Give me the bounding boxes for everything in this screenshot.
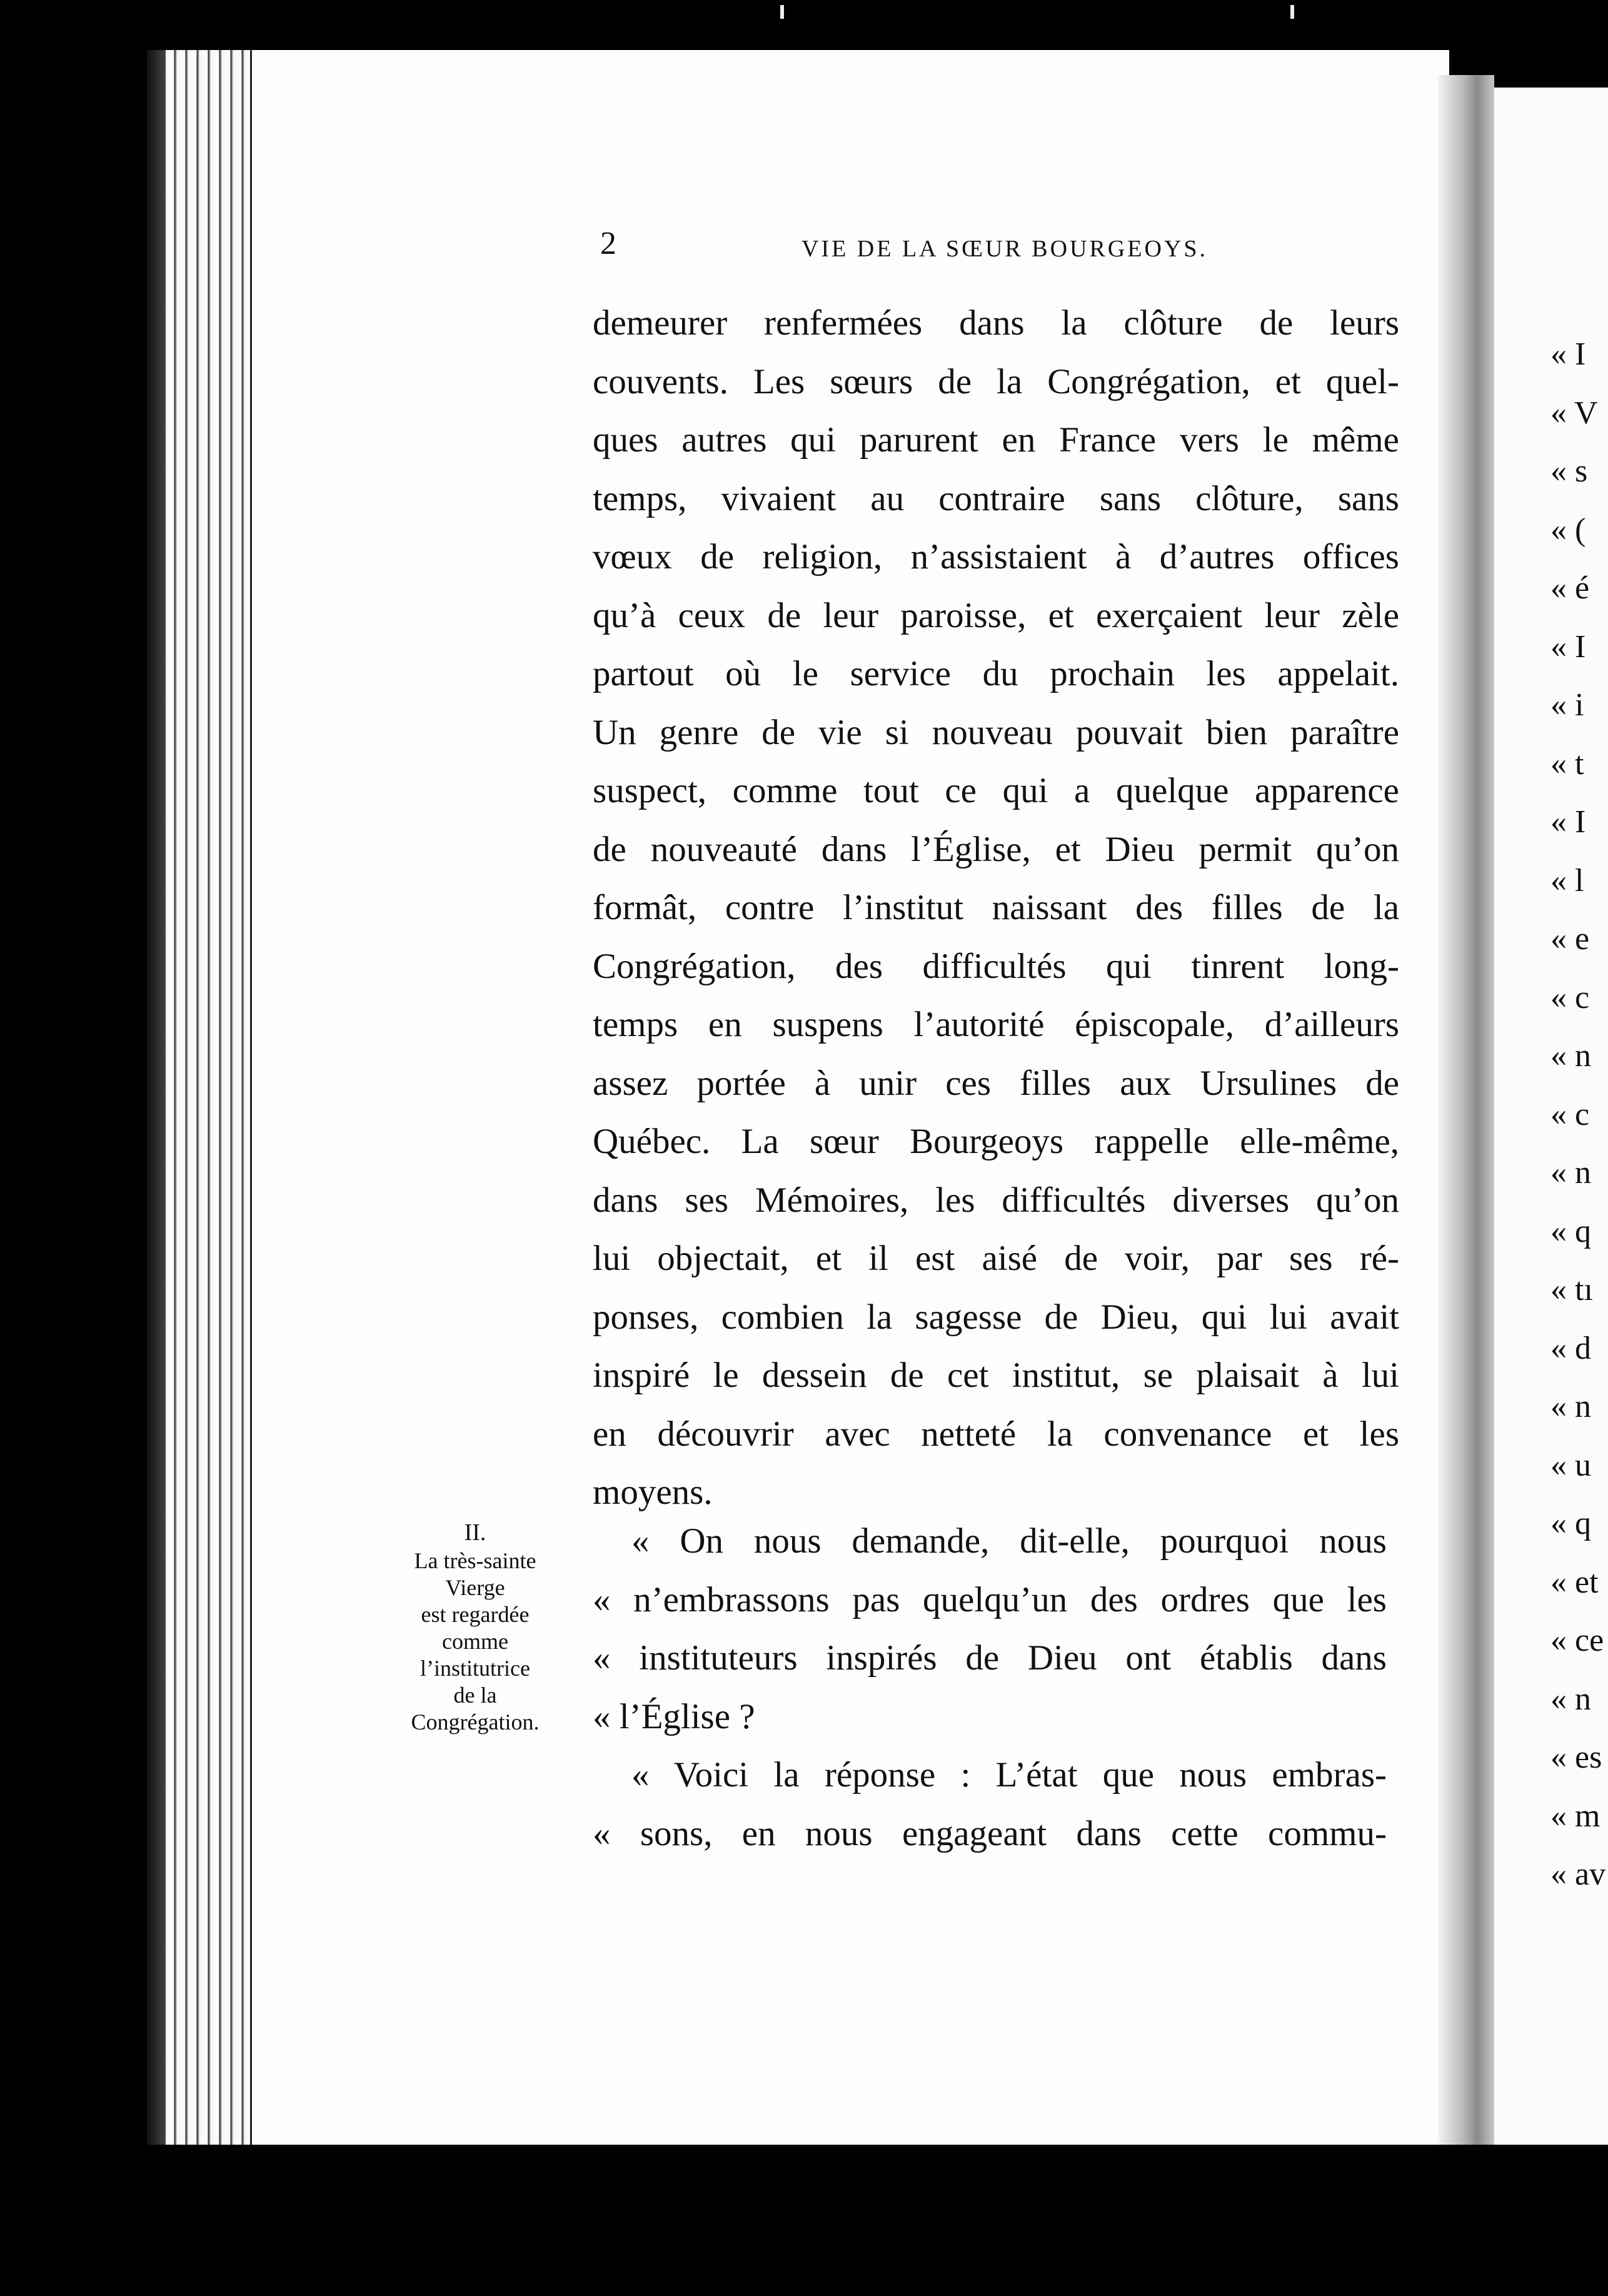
text-line: suspect, comme tout ce qui a quelque apparence: [593, 771, 1399, 810]
scan-border-top: [0, 0, 1608, 49]
margin-note-line: Vierge: [445, 1575, 505, 1600]
facing-line: « av: [1550, 1856, 1606, 1892]
quote-line: « instituteurs inspirés de Dieu ont établis dans: [593, 1638, 1387, 1678]
facing-line: « ce: [1550, 1623, 1604, 1658]
text-line: Québec. La sœur Bourgeoys rappelle elle-même,: [593, 1122, 1399, 1161]
facing-line: « n: [1550, 1038, 1591, 1074]
margin-note-line: Congrégation.: [411, 1709, 540, 1735]
margin-note-line: est regardée: [421, 1602, 530, 1627]
facing-line: « u: [1550, 1447, 1591, 1483]
facing-line: « n: [1550, 1681, 1591, 1717]
margin-note-line: comme: [442, 1629, 508, 1654]
facing-line: « et: [1550, 1564, 1599, 1600]
facing-line: « s: [1550, 453, 1588, 489]
text-line: couvents. Les sœurs de la Congrégation, et quel-: [593, 361, 1399, 401]
running-title: VIE DE LA SŒUR BOURGEOYS.: [801, 236, 1208, 262]
text-line: vœux de religion, n’assistaient à d’autres offices: [593, 537, 1399, 577]
facing-line: « I: [1550, 628, 1586, 665]
quote-line: « On nous demande, dit-elle, pourquoi nous: [631, 1521, 1387, 1561]
facing-line: « q: [1550, 1506, 1591, 1541]
facing-line: « (: [1550, 511, 1586, 548]
facing-line: « I: [1550, 336, 1586, 372]
facing-line: « q: [1550, 1213, 1591, 1249]
facing-line: « tı: [1550, 1272, 1593, 1307]
quote-line: « Voici la réponse : L’état que nous embras-: [631, 1755, 1387, 1795]
text-line: temps, vivaient au contraire sans clôture, sans: [593, 478, 1399, 518]
facing-page-text: [1550, 325, 1605, 1904]
margin-note-line: La très-sainte: [414, 1548, 536, 1573]
body-text: [593, 294, 1399, 1522]
text-line: lui objectait, et il est aisé de voir, par ses ré-: [593, 1239, 1399, 1278]
facing-line: « V: [1550, 395, 1598, 431]
facing-line: « d: [1550, 1330, 1591, 1366]
facing-line: « m: [1550, 1798, 1600, 1834]
facing-line: « n: [1550, 1389, 1591, 1424]
text-line: en découvrir avec netteté la convenance et les: [593, 1414, 1399, 1454]
facing-line: « e: [1550, 921, 1590, 957]
margin-note-line: de la: [453, 1683, 497, 1708]
margin-note: [375, 1519, 575, 1736]
scan-mark: [780, 5, 784, 19]
quote-line: « n’embrassons pas quelqu’un des ordres que les: [593, 1579, 1387, 1619]
text-line: moyens.: [593, 1473, 713, 1512]
text-line: temps en suspens l’autorité épiscopale, d’ailleurs: [593, 1005, 1399, 1044]
text-line: inspiré le dessein de cet institut, se plaisait à lui: [593, 1356, 1399, 1395]
text-line: assez portée à unir ces filles aux Ursulines de: [593, 1063, 1399, 1103]
facing-line: « c: [1550, 979, 1590, 1015]
quote-line: « sons, en nous engageant dans cette commu-: [593, 1813, 1387, 1853]
text-line: de nouveauté dans l’Église, et Dieu permit qu’on: [593, 829, 1399, 869]
running-head: [600, 226, 1225, 270]
text-line: ponses, combien la sagesse de Dieu, qui lui avait: [593, 1297, 1399, 1337]
text-line: partout où le service du prochain les appelait.: [593, 654, 1399, 693]
facing-line: « n: [1550, 1155, 1591, 1191]
text-line: demeurer renfermées dans la clôture de leurs: [593, 303, 1399, 343]
text-line: dans ses Mémoires, les difficultés diverses qu’on: [593, 1180, 1399, 1220]
text-line: Congrégation, des difficultés qui tinrent long-: [593, 946, 1399, 986]
facing-line: « c: [1550, 1096, 1590, 1132]
facing-line: « i: [1550, 687, 1584, 723]
text-line: ques autres qui parurent en France vers le même: [593, 420, 1399, 460]
scan-border-bottom: [0, 2145, 1608, 2296]
scan-mark: [1290, 5, 1294, 19]
page-number: 2: [600, 226, 616, 261]
facing-line: « t: [1550, 745, 1584, 782]
text-line: formât, contre l’institut naissant des filles de la: [593, 888, 1399, 927]
facing-line: « I: [1550, 804, 1586, 840]
facing-line: « es: [1550, 1740, 1602, 1775]
facing-line: « l: [1550, 862, 1584, 899]
margin-note-number: II.: [464, 1519, 486, 1546]
page-edge-shadow: [147, 50, 166, 2176]
quotation: [593, 1512, 1387, 1863]
text-line: Un genre de vie si nouveau pouvait bien paraître: [593, 712, 1399, 752]
book-gutter: [1438, 75, 1494, 2151]
margin-note-line: l’institutrice: [420, 1656, 530, 1681]
quote-line: « l’Église ?: [593, 1696, 755, 1736]
facing-line: « é: [1550, 570, 1590, 606]
text-line: qu’à ceux de leur paroisse, et exerçaient leur zèle: [593, 595, 1399, 635]
